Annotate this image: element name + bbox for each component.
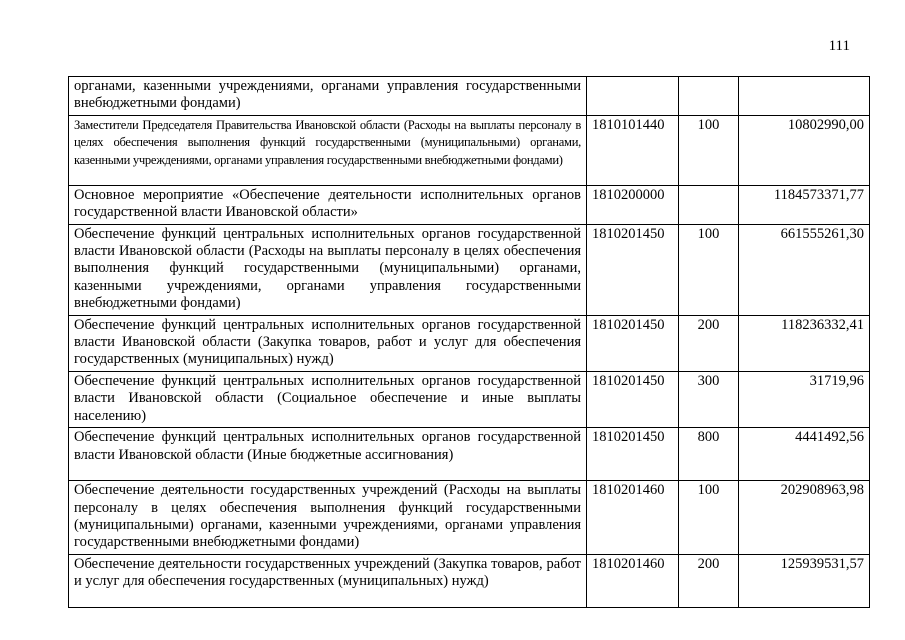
expense-name: Заместители Председателя Правительства Ивановской области (Расходы на выплаты персоналу в целях обеспечения выполнения функций государственными (муниципальными) органами, казенными учреждениями, органами управления государственными внебюджетными фондами) xyxy=(69,115,587,185)
table-row xyxy=(69,481,870,555)
table-row xyxy=(69,115,870,185)
expense-name: органами, казенными учреждениями, органами управления государственными внебюджетными фондами) xyxy=(69,77,587,116)
table-row xyxy=(69,554,870,607)
amount: 118236332,41 xyxy=(739,315,870,371)
table-row xyxy=(69,428,870,481)
table-row xyxy=(69,315,870,371)
amount: 4441492,56 xyxy=(739,428,870,481)
expense-type xyxy=(679,77,739,116)
target-code: 1810201460 xyxy=(587,554,679,607)
expense-name: Обеспечение функций центральных исполнительных органов государственной власти Ивановской области (Иные бюджетные ассигнования) xyxy=(69,428,587,481)
amount: 10802990,00 xyxy=(739,115,870,185)
expense-type: 800 xyxy=(679,428,739,481)
table-row xyxy=(69,77,870,116)
expense-name: Обеспечение функций центральных исполнительных органов государственной власти Ивановской области (Расходы на выплаты персоналу в целях обеспечения выполнения функций государственными (муниципальными) органами, казенными учреждениями, органами управления государственными внебюджетными фондами) xyxy=(69,224,587,315)
amount: 202908963,98 xyxy=(739,481,870,555)
amount: 31719,96 xyxy=(739,371,870,427)
expense-type: 100 xyxy=(679,224,739,315)
page-number: 111 xyxy=(828,38,850,54)
target-code xyxy=(587,77,679,116)
expense-name: Обеспечение деятельности государственных учреждений (Закупка товаров, работ и услуг для обеспечения государственных (муниципальных) нужд) xyxy=(69,554,587,607)
table-row xyxy=(69,224,870,315)
target-code: 1810201450 xyxy=(587,371,679,427)
target-code: 1810201450 xyxy=(587,315,679,371)
amount: 125939531,57 xyxy=(739,554,870,607)
table-row xyxy=(69,371,870,427)
expense-type: 100 xyxy=(679,481,739,555)
expense-type: 100 xyxy=(679,115,739,185)
amount: 1184573371,77 xyxy=(739,185,870,224)
budget-table xyxy=(68,76,870,608)
expense-name: Обеспечение функций центральных исполнительных органов государственной власти Ивановской области (Социальное обеспечение и иные выплаты населению) xyxy=(69,371,587,427)
amount: 661555261,30 xyxy=(739,224,870,315)
expense-name: Обеспечение функций центральных исполнительных органов государственной власти Ивановской области (Закупка товаров, работ и услуг для обеспечения государственных (муниципальных) нужд) xyxy=(69,315,587,371)
target-code: 1810201450 xyxy=(587,428,679,481)
target-code: 1810200000 xyxy=(587,185,679,224)
expense-name: Обеспечение деятельности государственных учреждений (Расходы на выплаты персоналу в целях обеспечения выполнения функций государственными (муниципальными) органами, казенными учреждениями, органами управления государственными внебюджетными фондами) xyxy=(69,481,587,555)
target-code: 1810201460 xyxy=(587,481,679,555)
amount xyxy=(739,77,870,116)
expense-type xyxy=(679,185,739,224)
target-code: 1810101440 xyxy=(587,115,679,185)
expense-type: 200 xyxy=(679,315,739,371)
expense-type: 300 xyxy=(679,371,739,427)
table-row xyxy=(69,185,870,224)
expense-name: Основное мероприятие «Обеспечение деятельности исполнительных органов государственной власти Ивановской области» xyxy=(69,185,587,224)
target-code: 1810201450 xyxy=(587,224,679,315)
expense-type: 200 xyxy=(679,554,739,607)
